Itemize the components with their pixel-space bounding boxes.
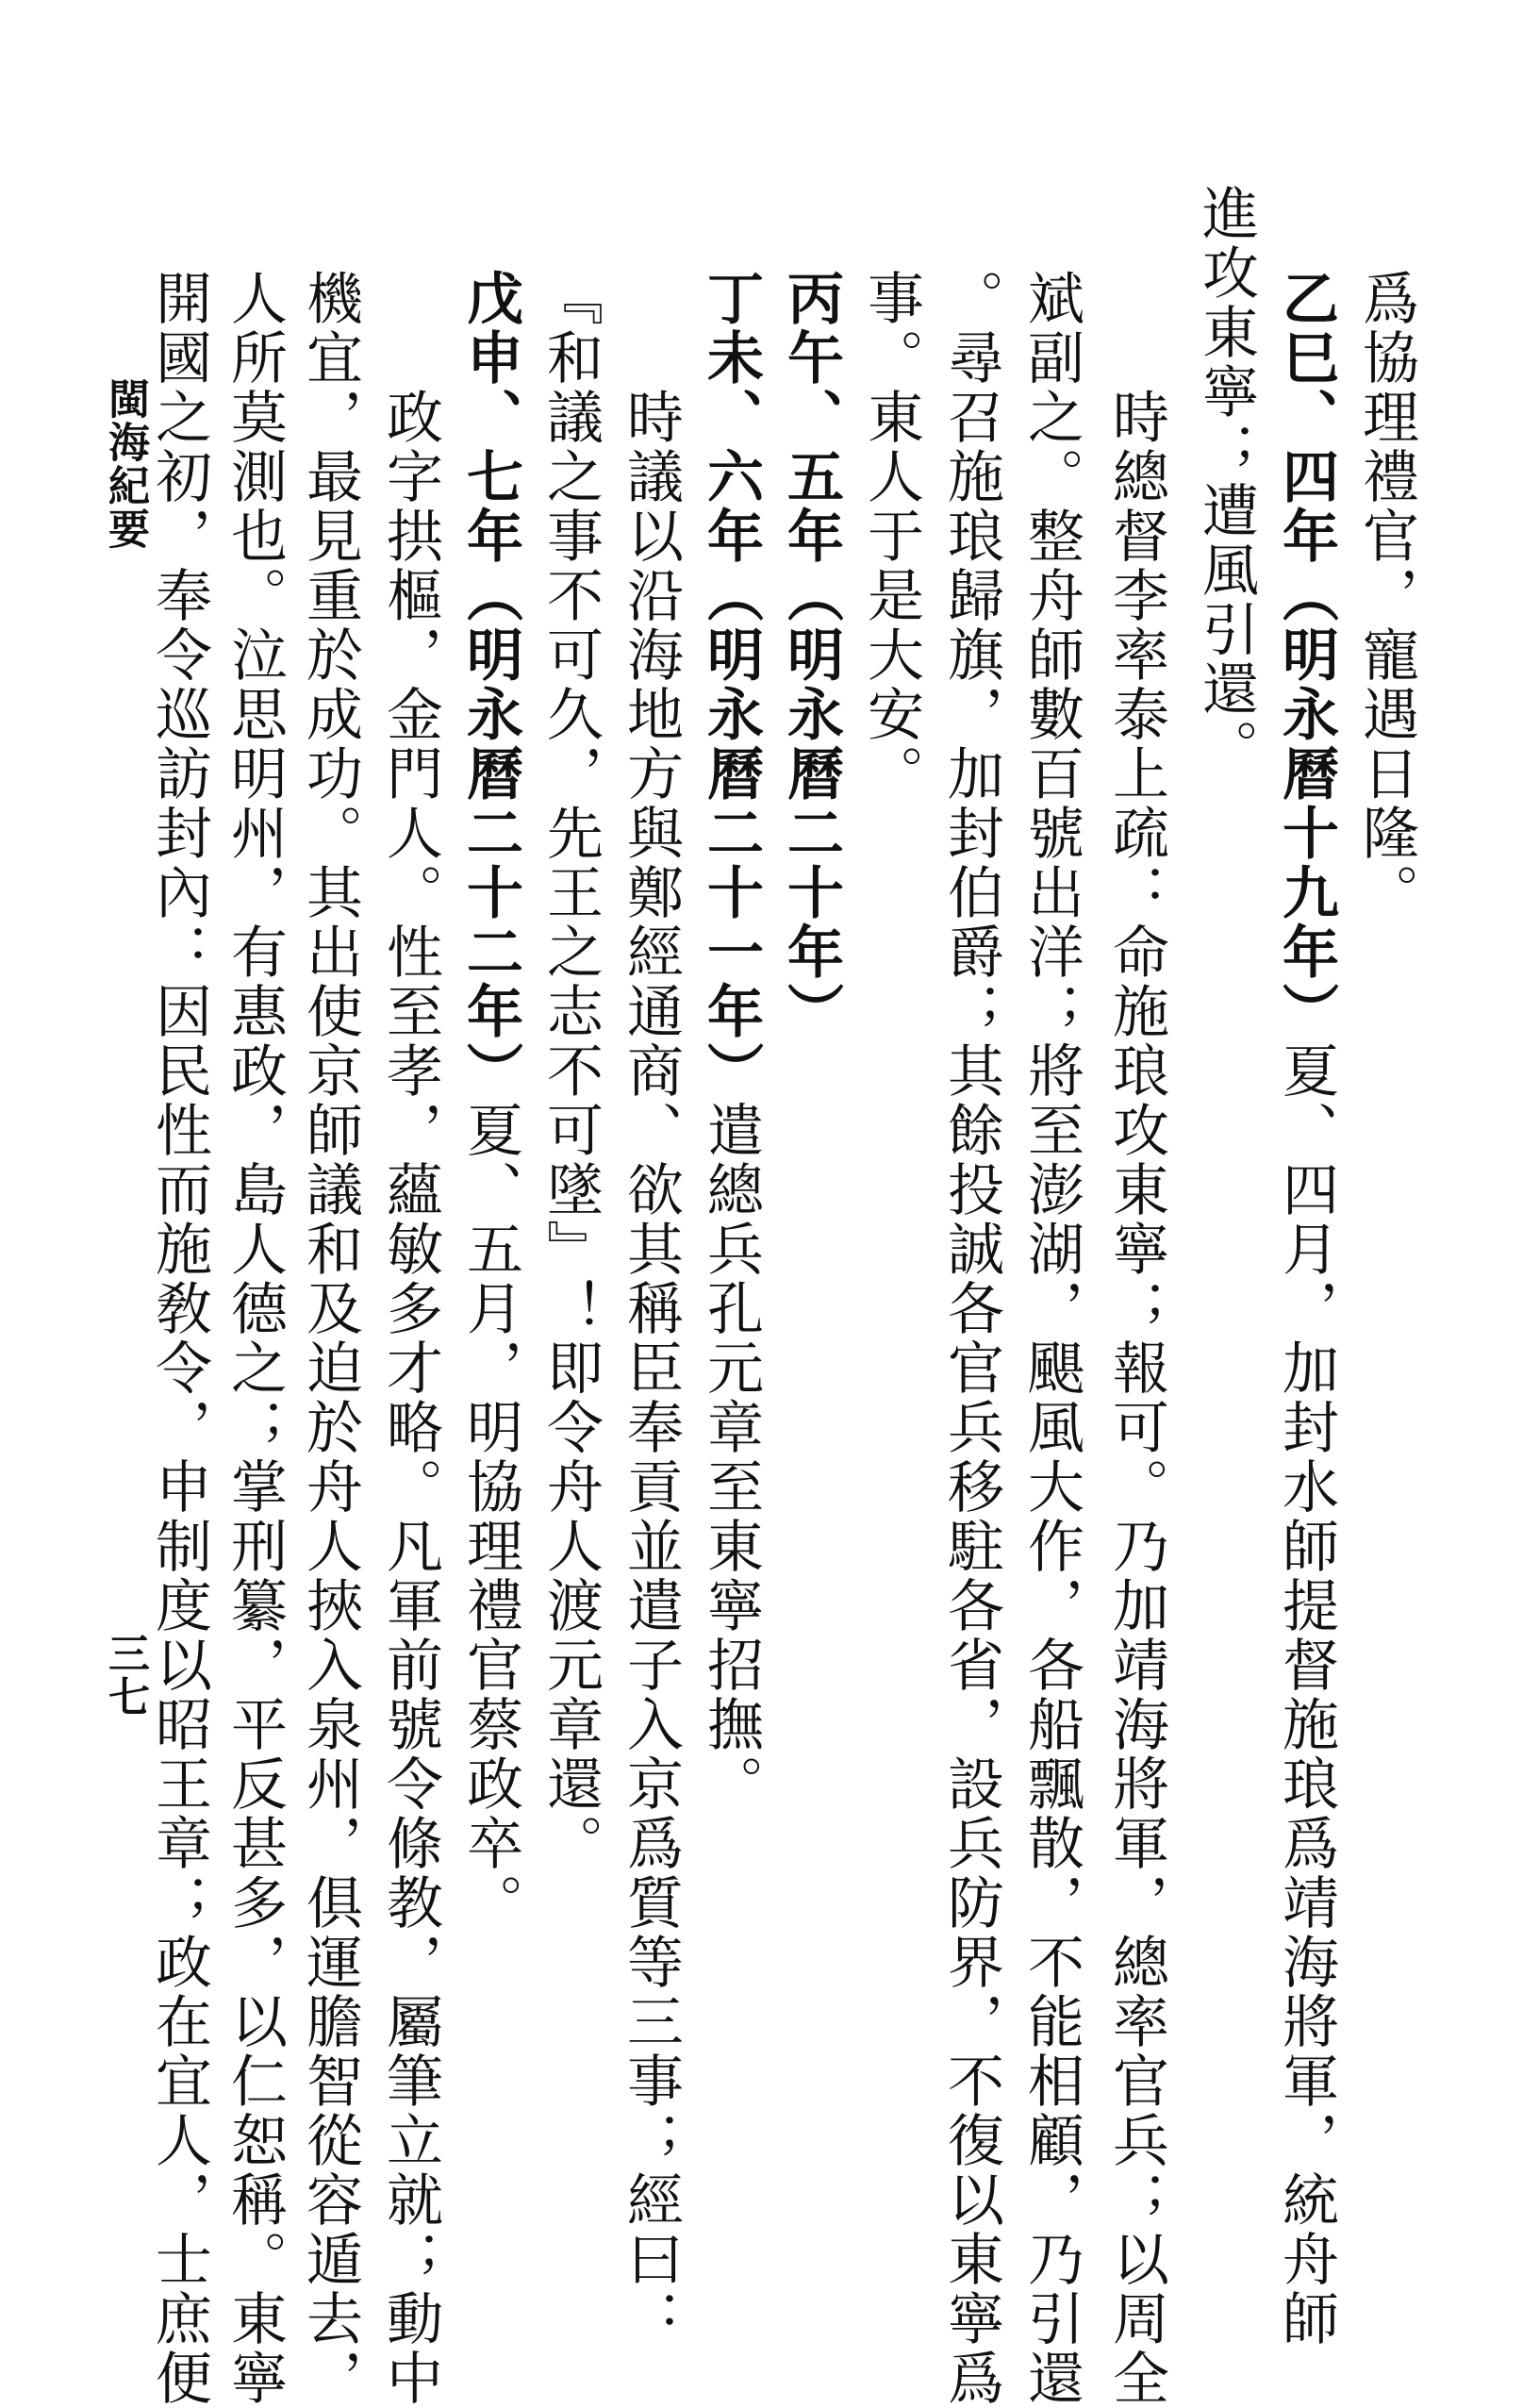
column-text: 夏、五月，明協理禮官蔡政卒。 [457, 1101, 523, 1933]
column-heading: 丁未、六年（明永曆二十一年） [698, 269, 764, 1101]
text-column [1018, 269, 1084, 2408]
column-text: 開國之初，奉令巡訪封內：因民性而施敎令，申制度以昭王章；政在宜人，士庶便 [146, 269, 212, 2408]
column-text: 機宜，最見重於成功。其出使京師議和及迫於舟人挾入泉州，俱運膽智從容遁去， [297, 269, 363, 2408]
column-heading: 丙午、五年（明永曆二十年） [778, 269, 844, 1041]
column-text: 。尋召施琅歸旗，加封伯爵；其餘投誠各官兵移駐各省，設兵防界，不復以東寧爲 [938, 269, 1004, 2408]
column-text: 政字拱樞，金門人。性至孝，蘊敏多才略。凡軍前號令條教，屬筆立就；動中 [377, 269, 443, 2408]
text-column [1273, 269, 1339, 2349]
column-text: 事。東人于是大安。 [858, 269, 924, 804]
column-text: 夏、四月，加封水師提督施琅爲靖海將軍，統舟師 [1273, 1041, 1339, 2349]
text-column [457, 269, 523, 1933]
text-column [1193, 184, 1259, 778]
text-column [297, 269, 363, 2408]
text-column [146, 269, 212, 2408]
column-text: 爲協理禮官，寵遇日隆。 [1353, 269, 1419, 922]
text-column [858, 269, 924, 804]
text-column [618, 269, 684, 2349]
text-column [222, 269, 288, 2408]
column-text: 斌副之。整舟師數百號出洋；將至澎湖，颶風大作，各船飄散，不能相顧，乃引還 [1018, 269, 1084, 2408]
page-number: 三七 [101, 1632, 149, 1719]
column-text: 人所莫測也。泣思明州，有惠政，島人德之；掌刑纂，平反甚多，以仁恕稱。東寧 [222, 269, 288, 2408]
column-text: 時議以沿海地方與鄭經通商、欲其稱臣奉貢並遣子入京爲質等三事；經曰： [618, 269, 684, 2349]
column-text: 遣總兵孔元章至東寧招撫。 [698, 1101, 764, 1814]
text-column [1103, 269, 1169, 2408]
running-header: 閩海紀要 [101, 377, 149, 551]
text-column [538, 269, 604, 1873]
column-text: 『和議之事不可久，先王之志不可墜』！即令舟人渡元章還。 [538, 269, 604, 1873]
column-text: 時總督李率泰上疏：命施琅攻東寧；報可。乃加靖海將軍，總率官兵；以周全 [1103, 269, 1169, 2408]
text-column [1353, 269, 1419, 922]
column-heading: 戊申、七年（明永曆二十二年） [457, 269, 523, 1101]
column-text: 進攻東寧；遭風引還。 [1193, 184, 1259, 778]
text-column [778, 269, 844, 1041]
text-column [938, 269, 1004, 2408]
column-heading: 乙巳、四年（明永曆十九年） [1273, 269, 1339, 1041]
text-column [377, 269, 443, 2408]
text-column [698, 269, 764, 1814]
